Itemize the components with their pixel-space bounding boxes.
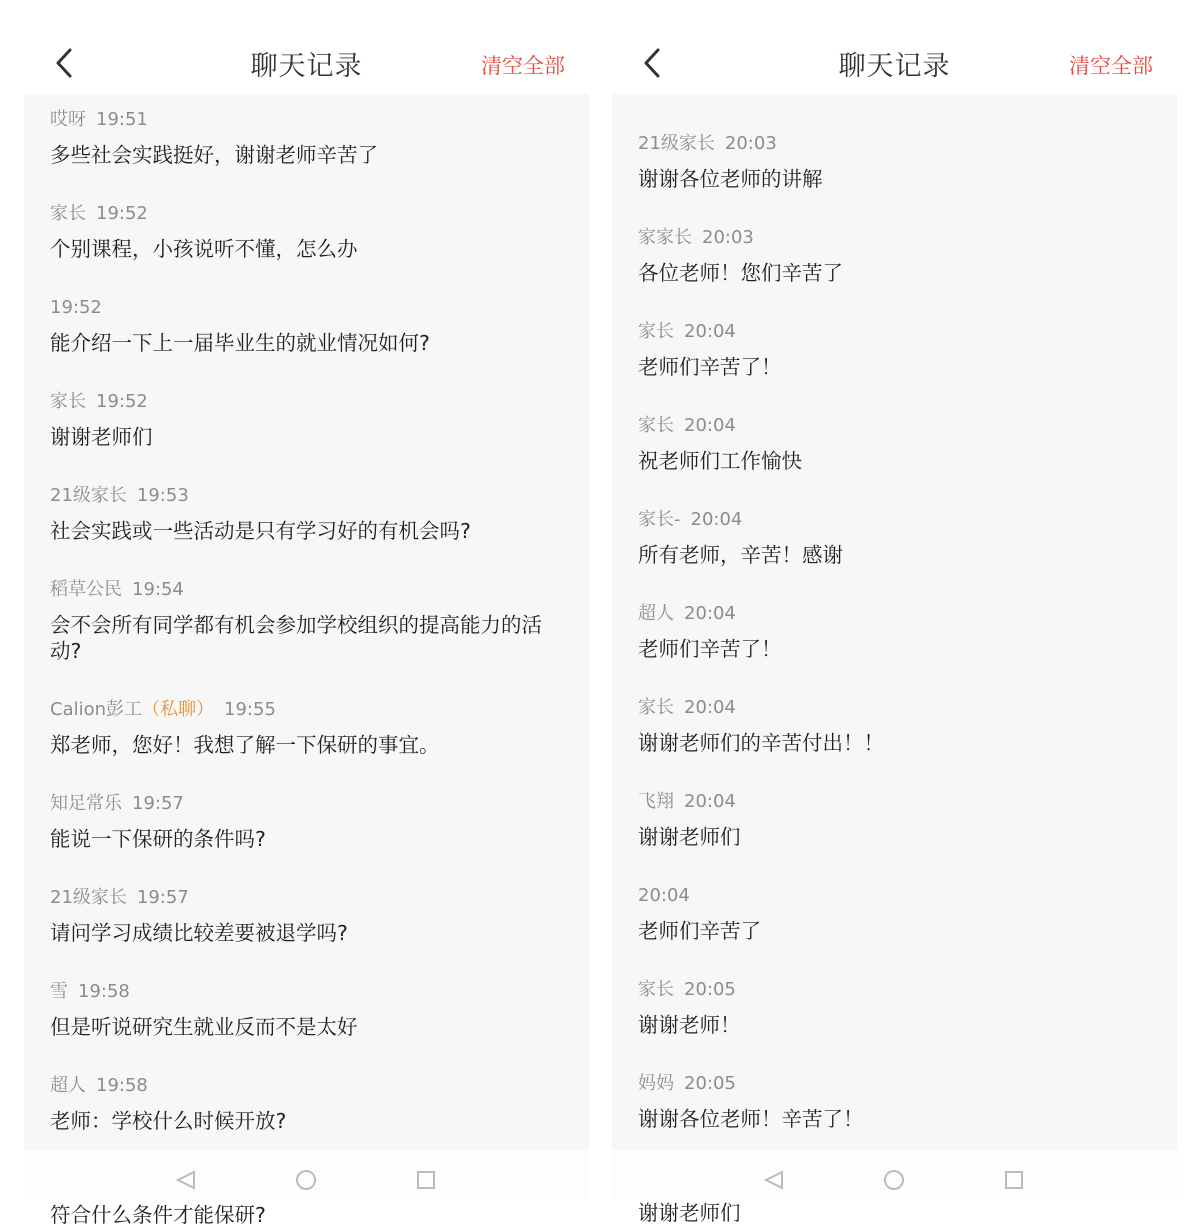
- message-time: 19:52: [50, 297, 102, 318]
- message-text: 谢谢老师们: [638, 825, 741, 849]
- sender-name: 飞翔: [638, 791, 674, 812]
- system-nav-bar: [24, 1150, 589, 1200]
- message-text: 谢谢老师们: [50, 425, 153, 449]
- message-time: 19:58: [96, 1075, 148, 1096]
- message-time: 19:58: [78, 981, 130, 1002]
- sender-name: 家长: [638, 979, 674, 1000]
- sender-name: 雪: [50, 981, 68, 1002]
- list-item[interactable]: [24, 1074, 589, 1134]
- list-item[interactable]: [612, 320, 1177, 380]
- message-text: 谢谢老师！: [638, 1013, 741, 1037]
- message-text: 老师们辛苦了: [638, 919, 761, 943]
- top-bar: [612, 0, 1177, 94]
- list-item[interactable]: [612, 602, 1177, 662]
- nav-recent-icon[interactable]: [1002, 1168, 1026, 1192]
- system-nav-bar: [612, 1150, 1177, 1200]
- list-item[interactable]: [612, 884, 1177, 944]
- sender-name: 家长: [638, 415, 674, 436]
- nav-back-icon[interactable]: [762, 1168, 786, 1192]
- top-bar: [24, 0, 589, 94]
- list-item[interactable]: [612, 226, 1177, 286]
- sender-name: 家长: [50, 391, 86, 412]
- message-time: 19:55: [224, 699, 276, 720]
- message-text: 郑老师，您好！我想了解一下保研的事宜。: [50, 733, 440, 757]
- sender-name: 家长-: [638, 509, 681, 530]
- message-list[interactable]: [24, 94, 589, 1227]
- message-time: 20:04: [684, 791, 736, 812]
- sender-name: 21级家长: [50, 485, 127, 506]
- clear-all-button[interactable]: 清空全部: [1069, 54, 1153, 78]
- message-text: 个别课程，小孩说听不懂，怎么办: [50, 237, 358, 261]
- message-time: 20:05: [684, 1073, 736, 1094]
- message-text: 社会实践或一些活动是只有学习好的有机会吗?: [50, 519, 471, 543]
- list-item[interactable]: [612, 978, 1177, 1038]
- nav-recent-icon[interactable]: [414, 1168, 438, 1192]
- clear-all-button[interactable]: 清空全部: [481, 54, 565, 78]
- list-item[interactable]: [24, 390, 589, 450]
- message-text: 谢谢老师们: [638, 1201, 741, 1225]
- sender-name: 家家长: [638, 227, 692, 248]
- list-item[interactable]: [24, 980, 589, 1040]
- message-time: 20:05: [684, 979, 736, 1000]
- message-text: 谢谢各位老师的讲解: [638, 167, 823, 191]
- sender-name: 超人: [50, 1075, 86, 1096]
- sender-name: 知足常乐: [50, 793, 122, 814]
- list-item[interactable]: [612, 508, 1177, 568]
- nav-back-icon[interactable]: [174, 1168, 198, 1192]
- message-text: 但是听说研究生就业反而不是太好: [50, 1015, 358, 1039]
- message-text: 谢谢各位老师！辛苦了！: [638, 1107, 864, 1131]
- list-item[interactable]: [612, 132, 1177, 192]
- page-title: 聊天记录: [250, 51, 363, 82]
- message-time: 20:04: [684, 415, 736, 436]
- nav-home-icon[interactable]: [294, 1168, 318, 1192]
- sender-name: 妈妈: [638, 1073, 674, 1094]
- list-item[interactable]: [24, 202, 589, 262]
- list-item[interactable]: [612, 790, 1177, 850]
- list-item[interactable]: [24, 484, 589, 544]
- message-text: 多些社会实践挺好，谢谢老师辛苦了: [50, 143, 378, 167]
- message-text: 所有老师，辛苦！感谢: [638, 543, 843, 567]
- sender-name: Calion彭工: [50, 699, 143, 720]
- message-text: 能说一下保研的条件吗?: [50, 827, 266, 851]
- chat-history-panel-right: [612, 0, 1177, 1225]
- message-list[interactable]: [612, 94, 1177, 1225]
- message-time: 19:52: [96, 391, 148, 412]
- sender-name: 21级家长: [50, 887, 127, 908]
- list-item[interactable]: [612, 414, 1177, 474]
- message-text: 祝老师们工作愉快: [638, 449, 802, 473]
- message-time: 20:04: [690, 509, 743, 530]
- sender-name: 家长: [638, 697, 674, 718]
- message-time: 19:51: [96, 109, 148, 130]
- message-text: 谢谢老师们的辛苦付出！！: [638, 731, 884, 755]
- nav-home-icon[interactable]: [882, 1168, 906, 1192]
- chat-history-panel-left: [24, 0, 589, 1227]
- sender-name: 稻草公民: [50, 579, 122, 600]
- message-time: 20:04: [684, 603, 736, 624]
- sender-name: 21级家长: [638, 133, 715, 154]
- message-text: 老师：学校什么时候开放?: [50, 1109, 287, 1133]
- message-time: 19:57: [132, 793, 184, 814]
- message-text: 会不会所有同学都有机会参加学校组织的提高能力的活动?: [50, 613, 542, 663]
- private-chat-tag: （私聊）: [142, 699, 215, 720]
- message-time: 19:52: [96, 203, 148, 224]
- message-text: 能介绍一下上一届毕业生的就业情况如何?: [50, 331, 430, 355]
- message-time: 20:04: [684, 321, 736, 342]
- message-text: 各位老师！您们辛苦了: [638, 261, 843, 285]
- page-title: 聊天记录: [838, 51, 951, 82]
- sender-name: 家长: [50, 203, 86, 224]
- message-text: 请问学习成绩比较差要被退学吗?: [50, 921, 348, 945]
- sender-name: 超人: [638, 603, 674, 624]
- list-item[interactable]: [24, 698, 589, 758]
- list-item[interactable]: [612, 1072, 1177, 1132]
- list-item[interactable]: [612, 696, 1177, 756]
- sender-name: 哎呀: [50, 109, 86, 130]
- list-item[interactable]: [24, 792, 589, 852]
- message-text: 符合什么条件才能保研?: [50, 1203, 266, 1227]
- message-time: 20:04: [684, 697, 736, 718]
- list-item[interactable]: [24, 886, 589, 946]
- message-time: 19:53: [136, 485, 189, 506]
- message-time: 20:04: [638, 885, 690, 906]
- sender-name: 家长: [638, 321, 674, 342]
- list-item[interactable]: [24, 296, 589, 356]
- list-item[interactable]: [24, 578, 589, 664]
- message-time: 19:57: [136, 887, 189, 908]
- message-time: 19:54: [132, 579, 184, 600]
- list-item[interactable]: [24, 108, 589, 168]
- message-text: 老师们辛苦了！: [638, 637, 782, 661]
- message-time: 20:03: [724, 133, 777, 154]
- message-text: 老师们辛苦了！: [638, 355, 782, 379]
- message-time: 20:03: [702, 227, 754, 248]
